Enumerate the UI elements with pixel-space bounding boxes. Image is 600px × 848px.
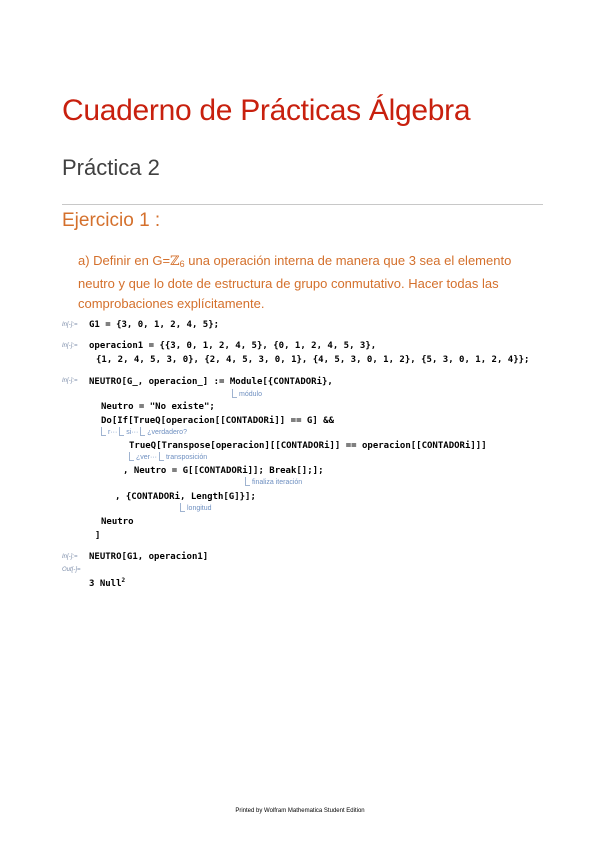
- output-value: [89, 577, 125, 589]
- hint-si-text: si···: [126, 429, 141, 436]
- hint-bracket: [245, 477, 250, 486]
- code-line-neutro-def[interactable]: NEUTRO[G_, operacion_] := Module[{CONTADORi},: [89, 377, 333, 387]
- code-line-iterator[interactable]: , {CONTADORi, Length[G]}];: [115, 492, 256, 502]
- code-line-operacion-1[interactable]: operacion1 = {{3, 0, 1, 2, 4, 5}, {0, 1, 2, 4, 5, 3},: [89, 341, 377, 351]
- hint-modulo: [232, 389, 262, 398]
- hint-bracket: [140, 427, 145, 436]
- section-divider: [62, 204, 543, 205]
- in-label-3: In[-]:=: [62, 378, 78, 384]
- zz-subscript: 6: [179, 259, 185, 269]
- code-line-neutro-call[interactable]: NEUTRO[G1, operacion1]: [89, 552, 209, 562]
- hint-break: [245, 477, 302, 486]
- code-line-neutro-return[interactable]: Neutro: [101, 517, 134, 527]
- hint-bracket: [180, 503, 185, 512]
- hint-transpose: [129, 452, 207, 461]
- in-label-1: In[-]:=: [62, 322, 78, 328]
- output-base: 3 Null: [89, 579, 122, 589]
- exercise-text: [78, 251, 538, 314]
- hint-repite-text: r···: [108, 429, 120, 436]
- code-line-close-bracket[interactable]: ]: [95, 531, 101, 541]
- hint-longitud-text: longitud: [187, 505, 212, 512]
- hint-bracket: [232, 389, 237, 398]
- hint-ver-text: ¿ver···: [136, 454, 157, 461]
- code-line-neutro-assign[interactable]: , Neutro = G[[CONTADORi]]; Break[];];: [123, 466, 324, 476]
- code-line-trueq-transpose[interactable]: TrueQ[Transpose[operacion][[CONTADORi]] == operacion[[CONTADORi]]]: [129, 441, 487, 451]
- hint-do-if: [101, 427, 187, 436]
- code-line-operacion-2[interactable]: {1, 2, 4, 5, 3, 0}, {2, 4, 5, 3, 0, 1}, {4, 5, 3, 0, 1, 2}, {5, 3, 0, 1, 2, 4}};: [96, 355, 530, 365]
- code-line-neutro-init[interactable]: Neutro = "No existe";: [101, 402, 215, 412]
- hint-length: [180, 503, 212, 512]
- hint-traspos-text: transposición: [165, 454, 208, 461]
- hint-bracket: [101, 427, 106, 436]
- code-line-do-if[interactable]: Do[If[TrueQ[operacion[[CONTADORi]] == G] &&: [101, 416, 334, 426]
- hint-verdadero-text: ¿verdadero?: [147, 429, 187, 436]
- output-exponent: 2: [121, 577, 126, 584]
- section-heading: Ejercicio 1 :: [62, 210, 161, 231]
- in-label-4: In[-]:=: [62, 554, 78, 560]
- hint-finaliza-text: finaliza iteración: [252, 479, 303, 486]
- hint-bracket: [129, 452, 134, 461]
- code-line-g1[interactable]: G1 = {3, 0, 1, 2, 4, 5};: [89, 320, 220, 330]
- print-footer: Printed by Wolfram Mathematica Student Edition: [235, 808, 365, 814]
- hint-bracket: [159, 452, 164, 461]
- zz-symbol: ℤ: [170, 254, 180, 269]
- paragraph-before: a) Definir en G=: [78, 253, 171, 268]
- paragraph-after: una operación interna de manera que 3 sea el elemento neutro y que lo dote de estructura de grupo conmutativo. Hacer todas las comprobaciones explícitamente.: [78, 253, 512, 311]
- in-label-2: In[-]:=: [62, 343, 78, 349]
- hint-bracket: [119, 427, 124, 436]
- subtitle: Práctica 2: [62, 155, 160, 180]
- hint-modulo-text: módulo: [239, 391, 262, 398]
- notebook-title: Cuaderno de Prácticas Álgebra: [62, 94, 471, 127]
- out-label: Out[-]=: [62, 567, 81, 573]
